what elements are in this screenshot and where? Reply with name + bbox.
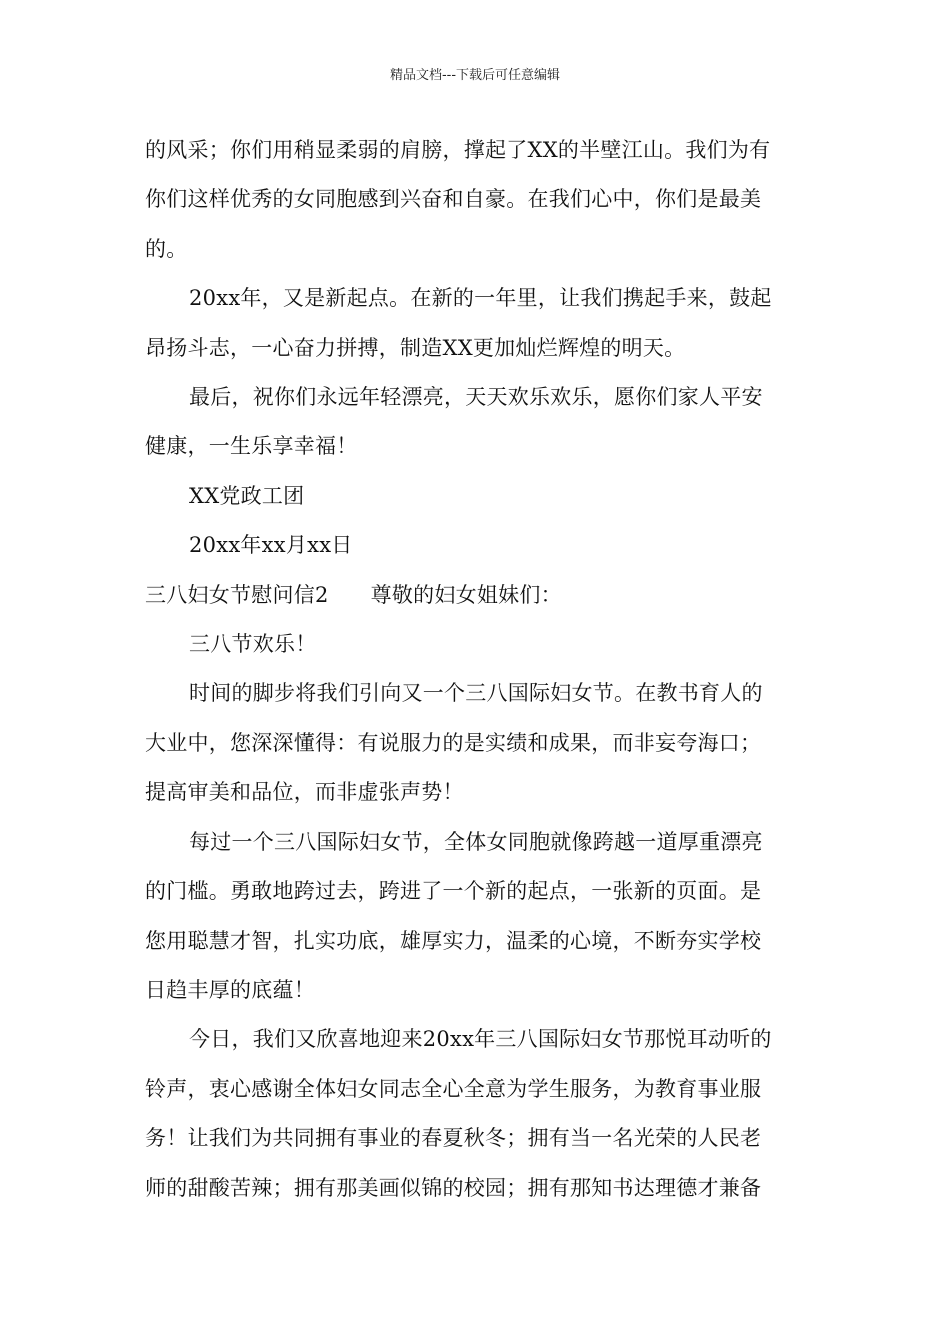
text-line: 每过一个三八国际妇女节，全体女同胞就像跨越一道厚重漂亮 xyxy=(189,829,763,854)
text-line: 务！让我们为共同拥有事业的春夏秋冬；拥有当一名光荣的人民老 xyxy=(145,1126,762,1151)
signature-org: XX党政工团 xyxy=(189,483,305,508)
text-line: 的门槛。勇敢地跨过去，跨进了一个新的起点，一张新的页面。是 xyxy=(145,879,762,904)
text-line: 昂扬斗志，一心奋力拼搏，制造XX更加灿烂辉煌的明天。 xyxy=(145,335,686,360)
text-line: 日趋丰厚的底蕴！ xyxy=(145,977,315,1002)
text-line: 的。 xyxy=(145,236,188,261)
letter-title: 三八妇女节慰问信2 xyxy=(145,582,329,607)
text-line: 你们这样优秀的女同胞感到兴奋和自豪。在我们心中，你们是最美 xyxy=(145,187,762,212)
letter-salutation: 尊敬的妇女姐妹们： xyxy=(370,582,562,607)
text-line: 20xx年，又是新起点。在新的一年里，让我们携起手来，鼓起 xyxy=(189,286,772,311)
text-line: 健康，一生乐享幸福！ xyxy=(145,434,358,459)
text-line: 今日，我们又欣喜地迎来20xx年三八国际妇女节那悦耳动听的 xyxy=(189,1027,772,1052)
text-line: 您用聪慧才智，扎实功底，雄厚实力，温柔的心境，不断夯实学校 xyxy=(145,928,762,953)
text-line: 提高审美和品位，而非虚张声势！ xyxy=(145,780,464,805)
letter-heading xyxy=(145,571,807,620)
page-header: 精品文档---下载后可任意编辑 xyxy=(389,68,561,83)
text-line: 最后，祝你们永远年轻漂亮，天天欢乐欢乐，愿你们家人平安 xyxy=(189,385,763,410)
text-line: 三八节欢乐！ xyxy=(189,632,317,657)
text-line: 师的甜酸苦辣；拥有那美画似锦的校园；拥有那知书达理德才兼备 xyxy=(145,1175,762,1200)
text-line: 的风采；你们用稍显柔弱的肩膀，撑起了XX的半壁江山。我们为有 xyxy=(145,138,771,162)
text-line: 时间的脚步将我们引向又一个三八国际妇女节。在教书育人的 xyxy=(189,681,763,706)
signature-date: 20xx年xx月xx日 xyxy=(189,533,353,558)
text-line: 铃声，衷心感谢全体妇女同志全心全意为学生服务，为教育事业服 xyxy=(145,1076,762,1101)
text-line: 大业中，您深深懂得：有说服力的是实绩和成果，而非妄夸海口； xyxy=(145,730,762,755)
document-body xyxy=(145,126,807,1213)
